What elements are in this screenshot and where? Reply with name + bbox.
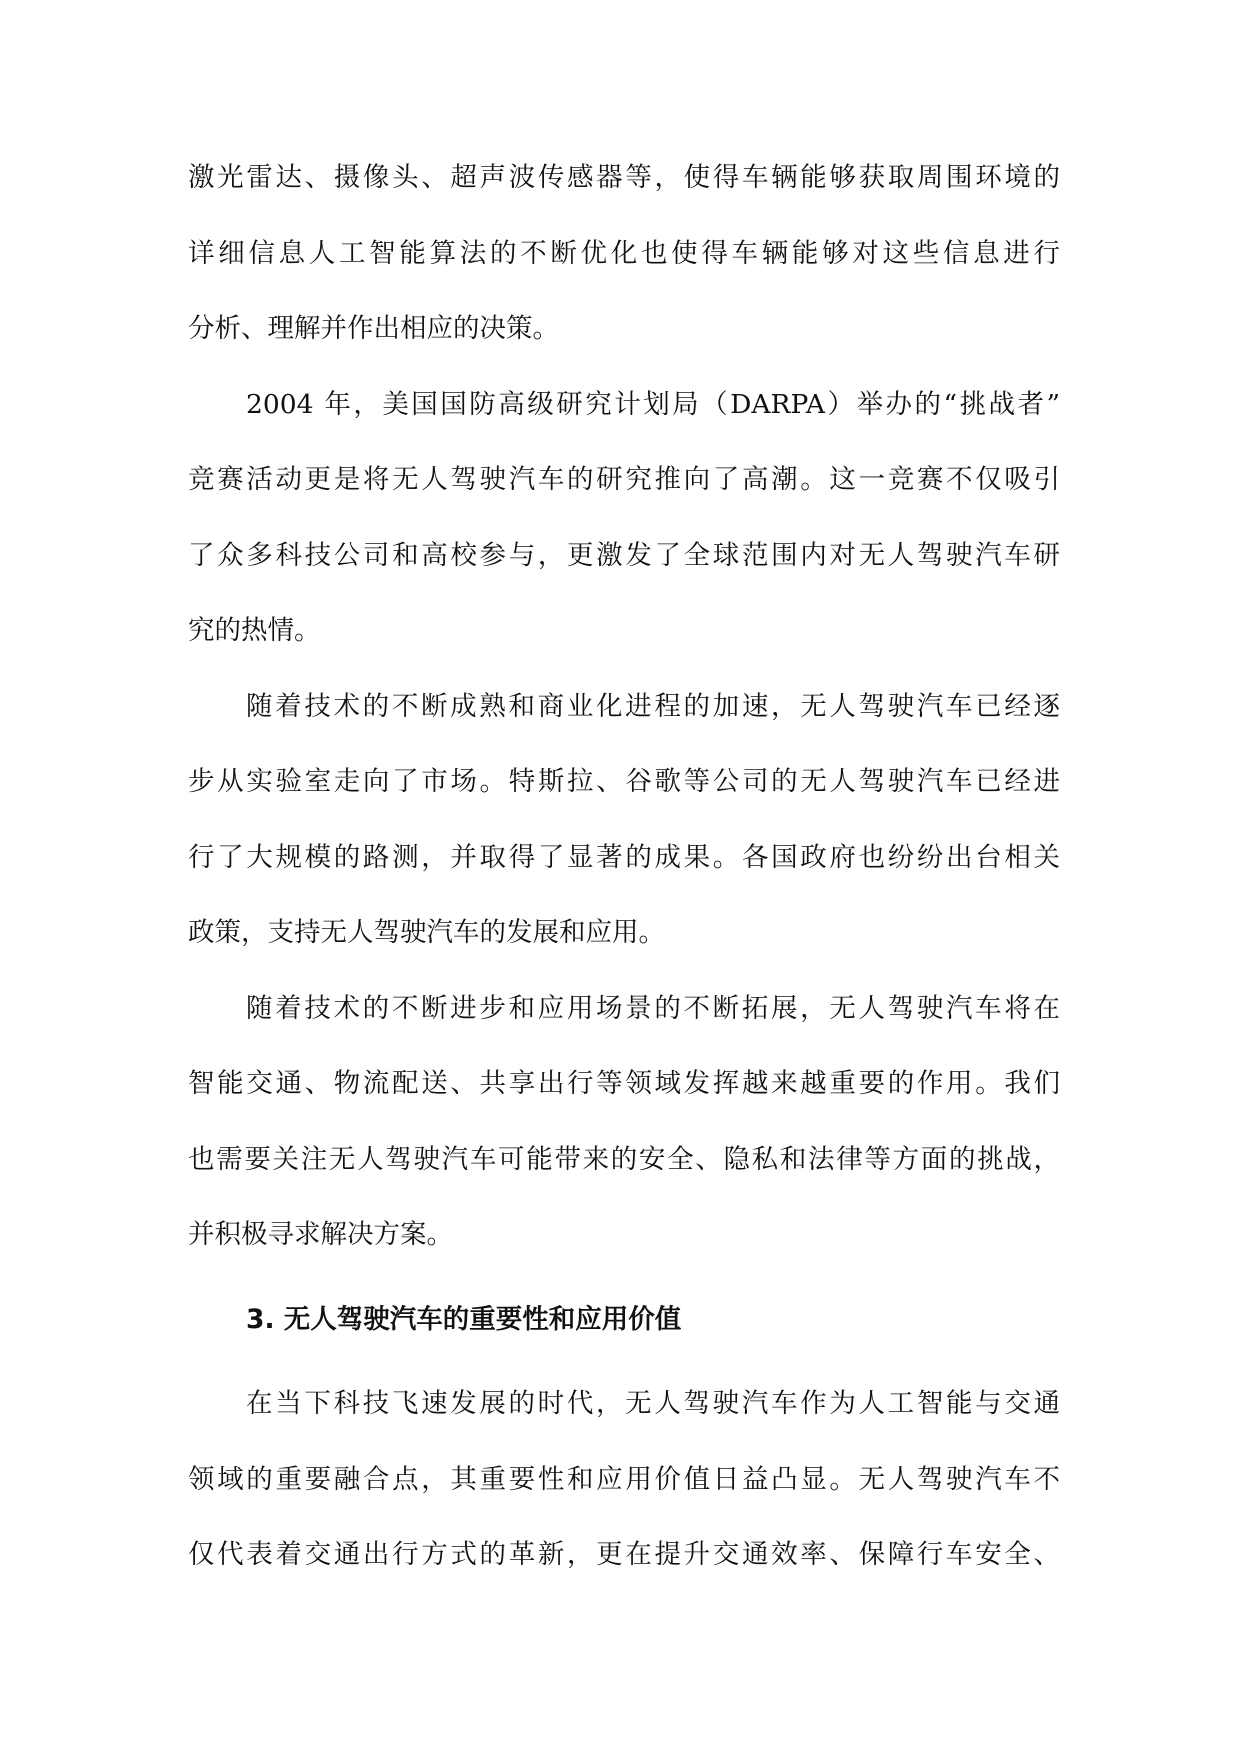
paragraph-2	[188, 367, 1060, 669]
text-line: 政策，支持无人驾驶汽车的发展和应用。	[188, 917, 665, 948]
paragraph-5	[188, 1366, 1060, 1593]
paragraph-4	[188, 971, 1060, 1273]
text-line: 竞赛活动更是将无人驾驶汽车的研究推向了高潮。这一竞赛不仅吸引	[188, 464, 1060, 495]
text-line: 步从实验室走向了市场。特斯拉、谷歌等公司的无人驾驶汽车已经进	[188, 766, 1060, 797]
text-line: 也需要关注无人驾驶汽车可能带来的安全、隐私和法律等方面的挑战，	[188, 1143, 1060, 1175]
text-line: 并积极寻求解决方案。	[188, 1219, 453, 1250]
text-line: 激光雷达、摄像头、超声波传感器等，使得车辆能够获取周围环境的	[188, 162, 1060, 193]
text-line: 分析、理解并作出相应的决策。	[188, 313, 559, 344]
text-line: 智能交通、物流配送、共享出行等领域发挥越来越重要的作用。我们	[188, 1068, 1060, 1099]
text-line: 仅代表着交通出行方式的革新，更在提升交通效率、保障行车安全、	[188, 1539, 1060, 1570]
text-line: 随着技术的不断进步和应用场景的不断拓展，无人驾驶汽车将在	[246, 992, 1060, 1024]
body-text-block-1	[188, 140, 1060, 1273]
text-line: 究的热情。	[188, 615, 321, 646]
text-line: 2004 年，美国国防高级研究计划局（DARPA）举办的“挑战者”	[246, 388, 1060, 420]
text-line: 详细信息人工智能算法的不断优化也使得车辆能够对这些信息进行	[188, 237, 1060, 269]
text-line: 了众多科技公司和高校参与，更激发了全球范围内对无人驾驶汽车研	[188, 539, 1060, 571]
text-line: 领域的重要融合点，其重要性和应用价值日益凸显。无人驾驶汽车不	[188, 1463, 1060, 1495]
paragraph-3	[188, 669, 1060, 971]
text-line: 行了大规模的路测，并取得了显著的成果。各国政府也纷纷出台相关	[188, 841, 1060, 873]
text-line: 随着技术的不断成熟和商业化进程的加速，无人驾驶汽车已经逐	[246, 690, 1060, 722]
text-line: 在当下科技飞速发展的时代，无人驾驶汽车作为人工智能与交通	[246, 1388, 1060, 1419]
paragraph-1	[188, 140, 1060, 367]
section-heading: 3. 无人驾驶汽车的重要性和应用价值	[246, 1304, 682, 1335]
body-text-block-2	[188, 1366, 1060, 1593]
